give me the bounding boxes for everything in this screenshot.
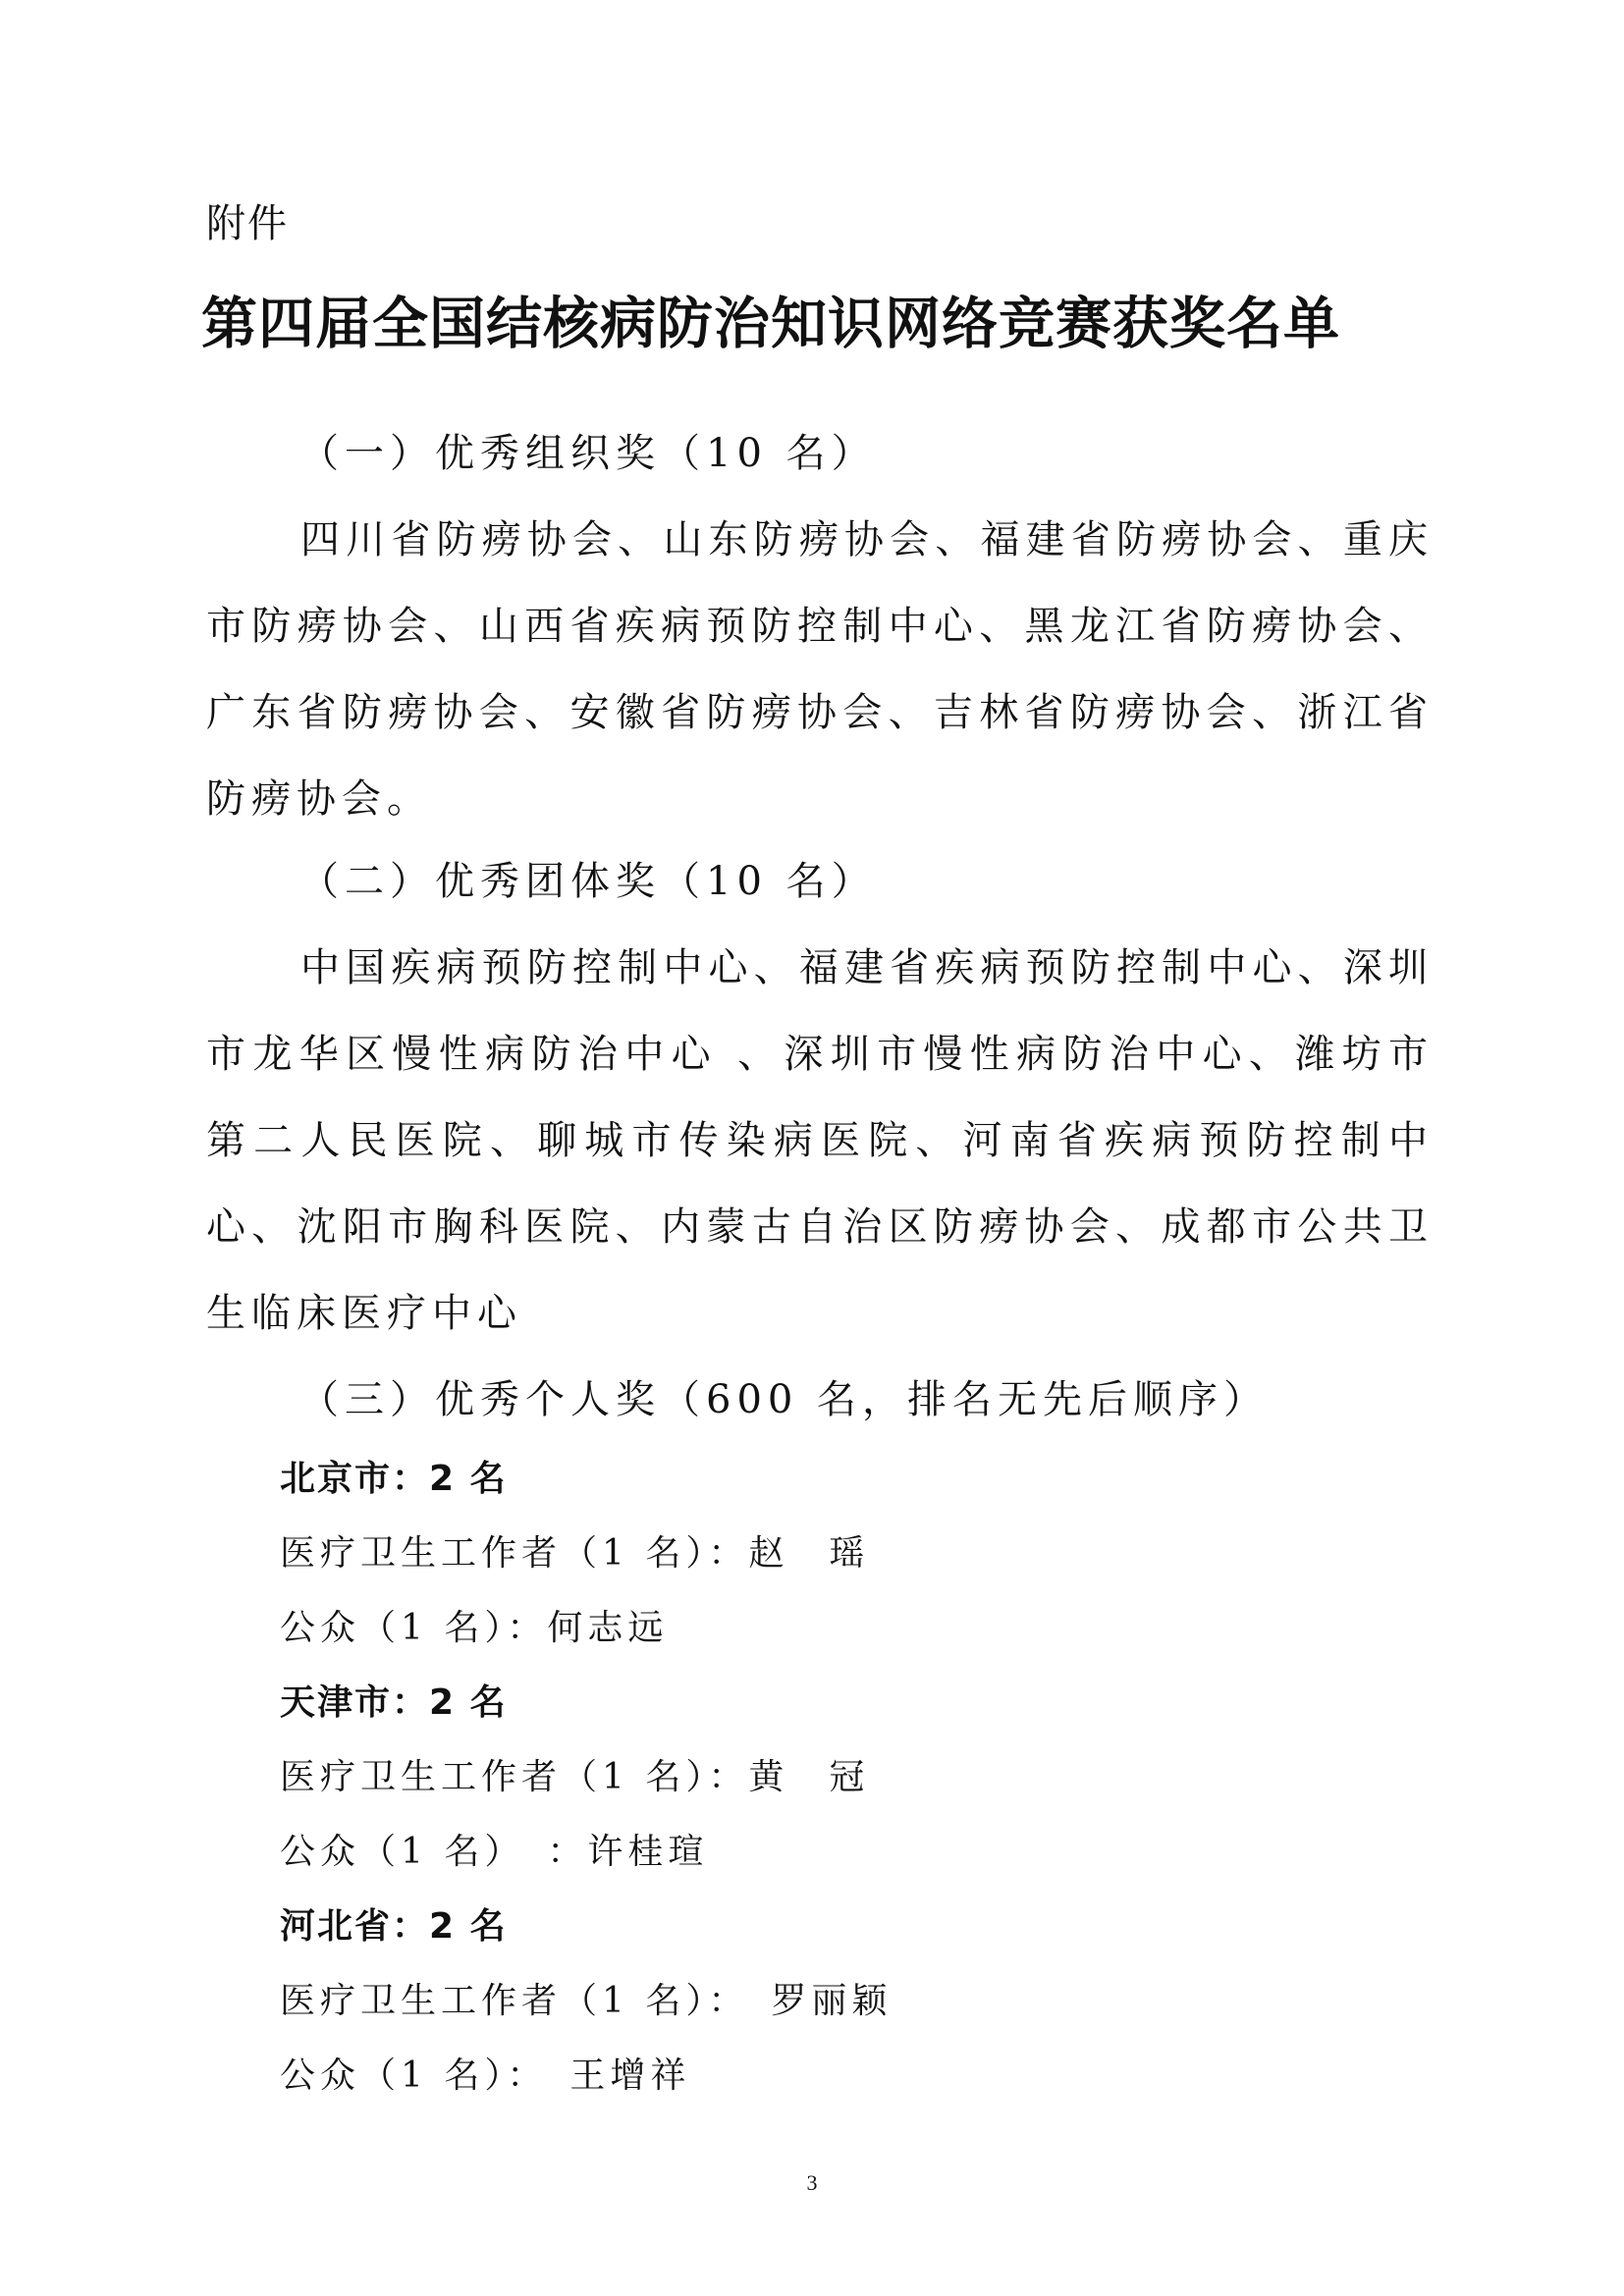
award-line-tianjin-public: 公众（1 名） ：许桂瑄 [280,1832,709,1872]
section-body-team-award: 中国疾病预防控制中心、福建省疾病预防控制中心、深圳市龙华区慢性病防治中心 、深圳市慢性病防治中心、潍坊市第二人民医院、聊城市传染病医院、河南省疾病预防控制中心、沈阳市胸科医院、内蒙古自治区防痨协会、成都市公共卫生临床医疗中心 [206,945,1434,1336]
province-heading-tianjin: 天津市：2 名 [280,1682,508,1723]
document-title: 第四届全国结核病防治知识网络竞赛获奖名单 [201,292,1340,356]
award-line-beijing-public: 公众（1 名）：何志远 [280,1608,669,1648]
province-heading-beijing: 北京市：2 名 [280,1459,508,1499]
section-heading-organization-award: （一）优秀组织奖（10 名） [299,431,877,476]
attachment-label: 附件 [206,201,289,246]
section-body-organization-award: 四川省防痨协会、山东防痨协会、福建省防痨协会、重庆市防痨协会、山西省疾病预防控制中心、黑龙江省防痨协会、广东省防痨协会、安徽省防痨协会、吉林省防痨协会、浙江省防痨协会。 [206,517,1434,822]
award-line-beijing-medical: 医疗卫生工作者（1 名）：赵 瑶 [280,1533,870,1574]
section-heading-individual-award: （三）优秀个人奖（600 名，排名无先后顺序） [299,1377,1270,1422]
page-number: 3 [806,2170,818,2195]
award-line-hebei-public: 公众（1 名）： 王增祥 [280,2056,691,2096]
award-line-hebei-medical: 医疗卫生工作者（1 名）： 罗丽颖 [280,1981,893,2021]
section-heading-team-award: （二）优秀团体奖（10 名） [299,859,877,904]
province-heading-hebei: 河北省：2 名 [280,1906,508,1947]
award-line-tianjin-medical: 医疗卫生工作者（1 名）：黄 冠 [280,1757,870,1797]
